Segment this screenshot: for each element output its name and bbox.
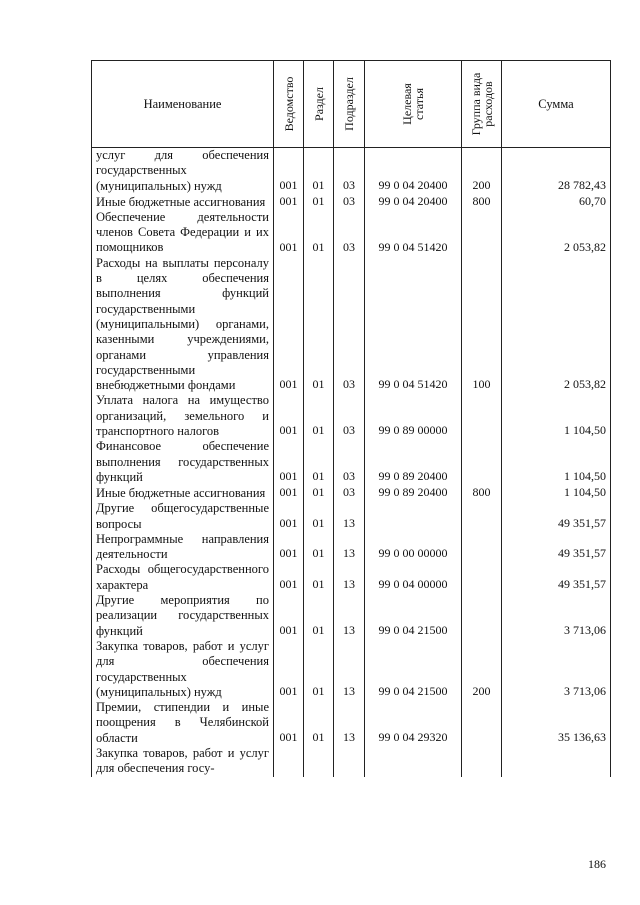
row-target-article: 99 0 00 00000: [365, 532, 462, 563]
row-amount: 49 351,57: [502, 532, 611, 563]
row-amount: 2 053,82: [502, 256, 611, 394]
row-section: [304, 746, 334, 777]
row-subsection: 03: [334, 210, 365, 256]
row-department: 001: [274, 256, 304, 394]
row-expense-group: [462, 562, 502, 593]
row-section: 01: [304, 562, 334, 593]
page-number: 186: [588, 857, 606, 871]
row-section: 01: [304, 639, 334, 700]
row-subsection: 13: [334, 700, 365, 746]
row-subsection: 13: [334, 639, 365, 700]
row-department: [274, 746, 304, 777]
row-amount: 3 713,06: [502, 639, 611, 700]
row-target-article: [365, 501, 462, 532]
row-target-article: [365, 746, 462, 777]
row-target-article: 99 0 04 20400: [365, 194, 462, 210]
row-name: Премии, стипендии и иные поощрения в Челябинской области: [92, 700, 274, 746]
table-row: [92, 700, 611, 746]
row-name: Иные бюджетные ассигнования: [92, 194, 274, 210]
table-row: [92, 393, 611, 439]
row-name: Иные бюджетные ассигнования: [92, 485, 274, 501]
row-section: 01: [304, 439, 334, 485]
row-expense-group: [462, 532, 502, 563]
table-row: [92, 746, 611, 777]
row-name: Непрограммные направления деятельности: [92, 532, 274, 563]
row-name: Расходы на выплаты персоналу в целях обеспечения выполнения функций государственными (муниципальными) органами, казенными учреждениями, органами управления государственными внебюджетными фондами: [92, 256, 274, 394]
header-subsection: Подраздел: [334, 61, 365, 148]
row-subsection: 03: [334, 148, 365, 194]
row-target-article: 99 0 04 21500: [365, 593, 462, 639]
row-name: Другие общегосударственные вопросы: [92, 501, 274, 532]
row-section: 01: [304, 593, 334, 639]
row-subsection: 03: [334, 485, 365, 501]
row-target-article: 99 0 89 00000: [365, 393, 462, 439]
row-expense-group: [462, 501, 502, 532]
table-row: [92, 639, 611, 700]
row-expense-group: [462, 746, 502, 777]
row-section: 01: [304, 256, 334, 394]
row-name: Закупка товаров, работ и услуг для обеспечения государственных (муниципальных) нужд: [92, 639, 274, 700]
row-department: 001: [274, 194, 304, 210]
row-expense-group: [462, 210, 502, 256]
row-section: 01: [304, 532, 334, 563]
row-department: 001: [274, 210, 304, 256]
row-department: 001: [274, 501, 304, 532]
row-expense-group: [462, 700, 502, 746]
row-section: 01: [304, 148, 334, 194]
row-target-article: 99 0 89 20400: [365, 485, 462, 501]
row-section: 01: [304, 501, 334, 532]
row-section: 01: [304, 194, 334, 210]
row-subsection: 03: [334, 393, 365, 439]
table-row: [92, 194, 611, 210]
row-department: 001: [274, 532, 304, 563]
row-subsection: 13: [334, 501, 365, 532]
row-target-article: 99 0 04 51420: [365, 256, 462, 394]
row-name: Другие мероприятия по реализации государственных функций: [92, 593, 274, 639]
row-department: 001: [274, 485, 304, 501]
row-amount: 49 351,57: [502, 501, 611, 532]
row-target-article: 99 0 04 51420: [365, 210, 462, 256]
header-amount: Сумма: [502, 61, 611, 148]
row-name: Закупка товаров, работ и услуг для обеспечения госу-: [92, 746, 274, 777]
header-expense-group: Группа вида расходов: [462, 61, 502, 148]
row-name: услуг для обеспечения государственных (муниципальных) нужд: [92, 148, 274, 194]
row-section: 01: [304, 393, 334, 439]
table-row: [92, 562, 611, 593]
row-department: 001: [274, 700, 304, 746]
row-subsection: 03: [334, 439, 365, 485]
table-row: [92, 148, 611, 194]
header-section: Раздел: [304, 61, 334, 148]
row-subsection: [334, 746, 365, 777]
row-expense-group: [462, 593, 502, 639]
row-amount: 35 136,63: [502, 700, 611, 746]
row-expense-group: [462, 393, 502, 439]
budget-table: [91, 60, 611, 777]
row-amount: 60,70: [502, 194, 611, 210]
row-department: 001: [274, 639, 304, 700]
row-section: 01: [304, 485, 334, 501]
row-department: 001: [274, 593, 304, 639]
row-department: 001: [274, 148, 304, 194]
row-target-article: 99 0 04 00000: [365, 562, 462, 593]
header-target-article: Целевая статья: [365, 61, 462, 148]
header-name: Наименование: [92, 61, 274, 148]
row-section: 01: [304, 700, 334, 746]
header-department: Ведомство: [274, 61, 304, 148]
row-department: 001: [274, 562, 304, 593]
table-row: [92, 210, 611, 256]
row-target-article: 99 0 04 29320: [365, 700, 462, 746]
row-expense-group: 200: [462, 148, 502, 194]
row-expense-group: 200: [462, 639, 502, 700]
row-subsection: 13: [334, 562, 365, 593]
table-row: [92, 593, 611, 639]
table-row: [92, 501, 611, 532]
row-department: 001: [274, 439, 304, 485]
row-target-article: 99 0 04 21500: [365, 639, 462, 700]
row-expense-group: 800: [462, 485, 502, 501]
row-name: Расходы общегосударственного характера: [92, 562, 274, 593]
table-row: [92, 439, 611, 485]
row-name: Уплата налога на имущество организаций, земельного и транспортного налогов: [92, 393, 274, 439]
row-amount: 28 782,43: [502, 148, 611, 194]
row-target-article: 99 0 89 20400: [365, 439, 462, 485]
row-name: Финансовое обеспечение выполнения государственных функций: [92, 439, 274, 485]
row-target-article: 99 0 04 20400: [365, 148, 462, 194]
row-department: 001: [274, 393, 304, 439]
row-amount: 1 104,50: [502, 393, 611, 439]
row-subsection: 03: [334, 194, 365, 210]
table-header-row: [92, 61, 611, 148]
row-amount: 1 104,50: [502, 485, 611, 501]
row-subsection: 03: [334, 256, 365, 394]
row-section: 01: [304, 210, 334, 256]
row-amount: 1 104,50: [502, 439, 611, 485]
row-amount: 49 351,57: [502, 562, 611, 593]
row-expense-group: 100: [462, 256, 502, 394]
row-subsection: 13: [334, 532, 365, 563]
row-expense-group: 800: [462, 194, 502, 210]
row-amount: 3 713,06: [502, 593, 611, 639]
row-subsection: 13: [334, 593, 365, 639]
table-row: [92, 532, 611, 563]
table-row: [92, 485, 611, 501]
row-name: Обеспечение деятельности членов Совета Федерации и их помощников: [92, 210, 274, 256]
row-amount: [502, 746, 611, 777]
row-expense-group: [462, 439, 502, 485]
table-row: [92, 256, 611, 394]
row-amount: 2 053,82: [502, 210, 611, 256]
